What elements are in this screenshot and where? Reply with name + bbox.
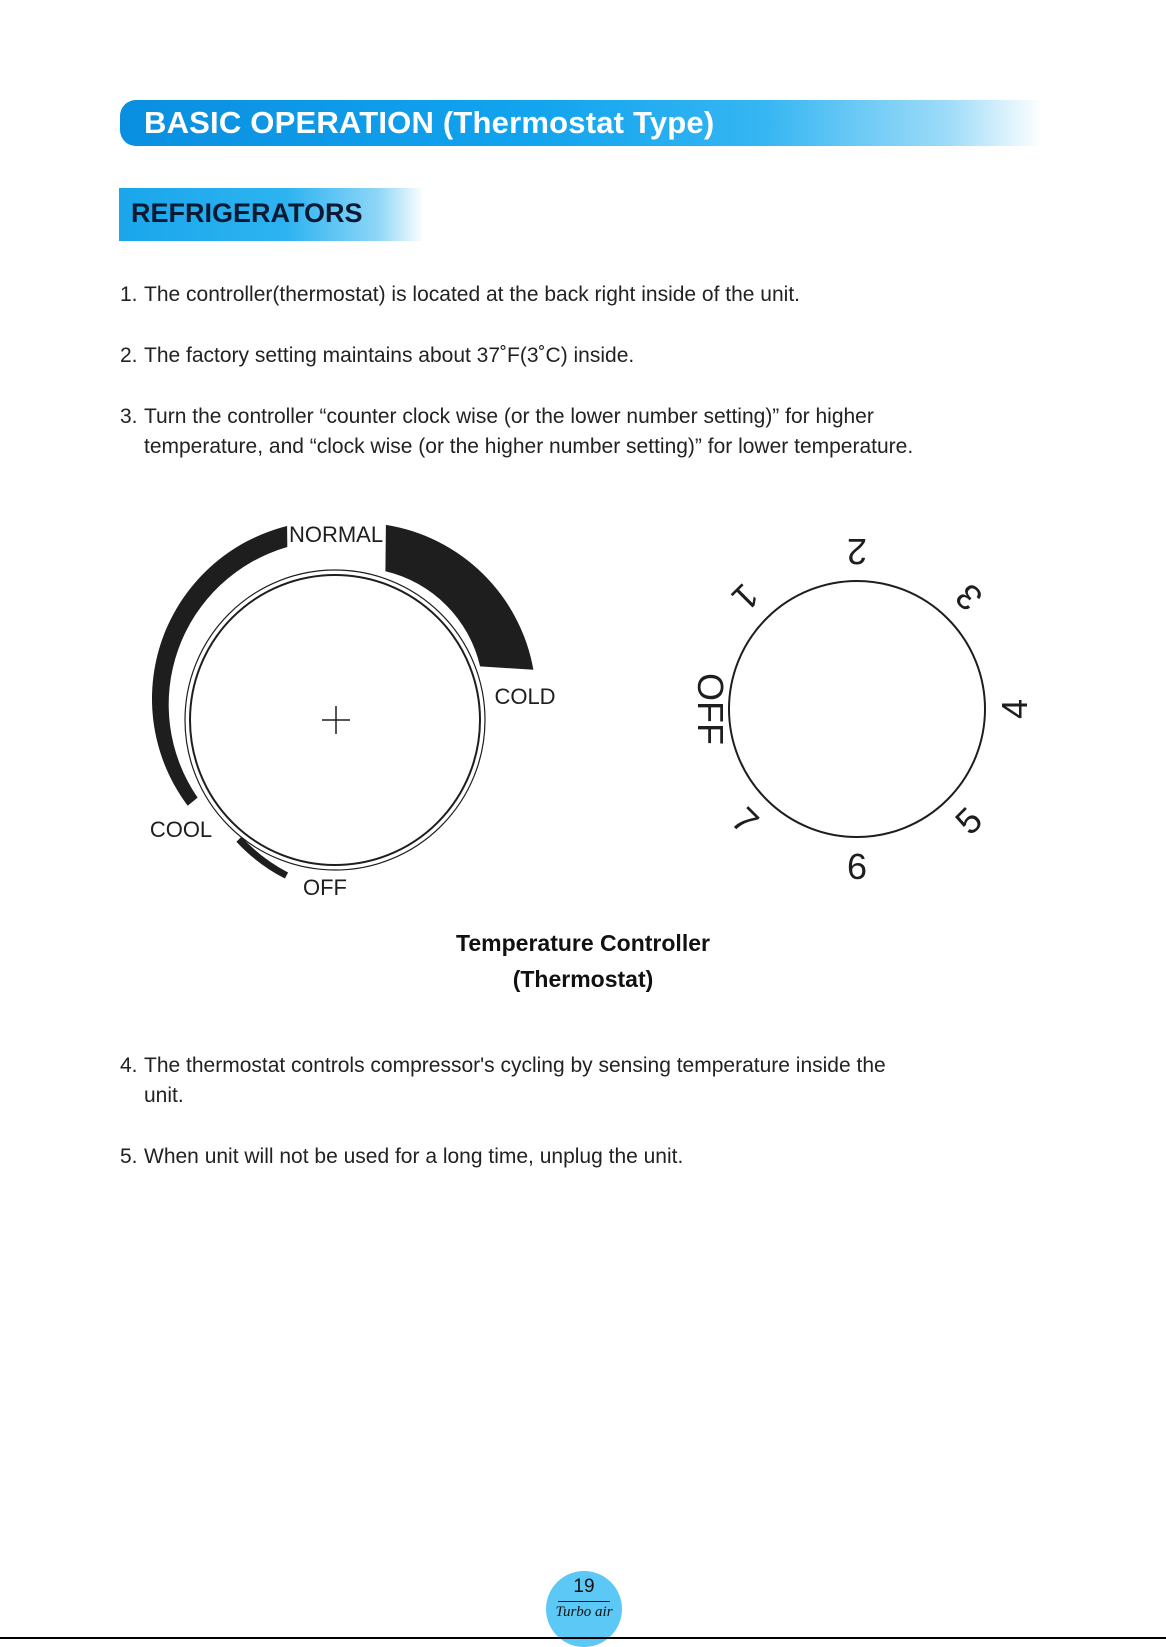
brand-logo-text: Turbo air	[555, 1604, 613, 1620]
dial-number-3: 3	[947, 575, 991, 619]
instruction-number: 5.	[120, 1145, 138, 1168]
instruction-text: Turn the controller “counter clock wise (or the lower number setting)” for higher	[144, 405, 874, 428]
instruction-number: 1.	[120, 283, 138, 306]
section-title: BASIC OPERATION (Thermostat Type)	[144, 105, 715, 140]
dial-number-5: 5	[947, 799, 991, 843]
instruction-5	[120, 1142, 683, 1172]
dial-number-7: 7	[723, 799, 767, 843]
page-number: 19	[573, 1576, 595, 1597]
dial-number-1: 1	[723, 575, 767, 619]
dial-number-2: 2	[846, 531, 868, 572]
label-cool: COOL	[149, 817, 213, 842]
instruction-4	[120, 1051, 886, 1111]
instruction-text-continued: temperature, and “clock wise (or the higher number setting)” for lower temperature.	[144, 435, 914, 458]
subsection-title: REFRIGERATORS	[131, 198, 363, 228]
badge-divider	[558, 1601, 610, 1602]
instruction-text: The thermostat controls compressor's cycling by sensing temperature inside the	[144, 1054, 886, 1077]
dial-number-6: 6	[846, 846, 868, 887]
instruction-text: The controller(thermostat) is located at the back right inside of the unit.	[144, 283, 800, 306]
dial-number-4: 4	[994, 698, 1035, 720]
instruction-number: 3.	[120, 405, 138, 428]
page-badge	[546, 1571, 622, 1647]
thermostat-knob-right	[729, 581, 985, 837]
figure-caption-line1: Temperature Controller	[456, 930, 710, 956]
label-normal: NORMAL	[288, 522, 384, 547]
instruction-text: The factory setting maintains about 37˚F(3˚C) inside.	[144, 344, 635, 367]
instruction-text-continued: unit.	[144, 1084, 184, 1107]
label-cold: COLD	[494, 684, 556, 709]
instruction-text: When unit will not be used for a long time, unplug the unit.	[144, 1145, 684, 1168]
instruction-number: 2.	[120, 344, 138, 367]
label-off-right: OFF	[690, 673, 731, 745]
instruction-number: 4.	[120, 1054, 138, 1077]
figure-caption-line2: (Thermostat)	[512, 966, 654, 992]
label-off-left: OFF	[303, 875, 347, 900]
